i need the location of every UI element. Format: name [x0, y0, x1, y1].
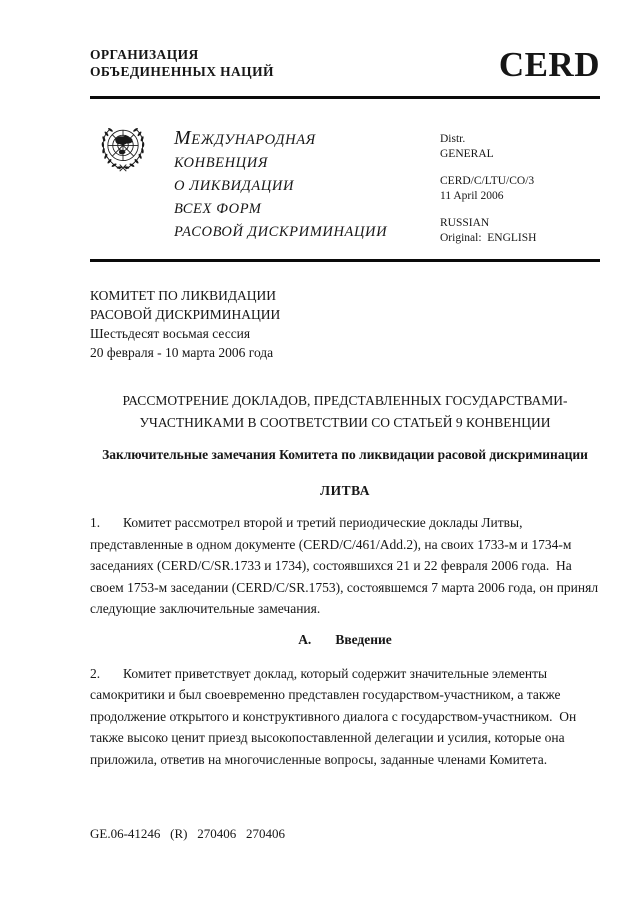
paragraph-1: [90, 512, 600, 620]
divider-bottom: [90, 259, 600, 262]
session-dates: 20 февраля - 10 марта 2006 года: [90, 345, 274, 360]
document-subtitle: Заключительные замечания Комитета по ликвидации расовой дискриминации: [102, 447, 588, 462]
spacer: [440, 161, 600, 174]
convention-line: О ЛИКВИДАЦИИ: [174, 178, 295, 194]
convention-line1-rest: ЕЖДУНАРОДНАЯ: [191, 132, 316, 148]
convention-line: КОНВЕНЦИЯ: [174, 155, 268, 171]
divider-top: [90, 96, 600, 99]
distr-label: Distr.: [440, 133, 466, 145]
convention-title: [174, 127, 387, 245]
paragraph-number: 2.: [90, 665, 101, 681]
document-title-line2: УЧАСТНИКАМИ В СООТВЕТСТВИИ СО СТАТЬЕЙ 9 КОНВЕНЦИИ: [139, 415, 551, 430]
country-name: ЛИТВА: [320, 483, 370, 498]
doc-language: RUSSIAN: [440, 217, 490, 229]
un-emblem-icon: [90, 116, 156, 188]
doc-symbol: CERD/C/LTU/CO/3: [440, 175, 535, 187]
convention-line: РАСОВОЙ ДИСКРИМИНАЦИИ: [174, 224, 388, 240]
committee-block: [90, 286, 600, 362]
session-number: Шестьдесят восьмая сессия: [90, 326, 251, 341]
distr-type: GENERAL: [440, 147, 494, 160]
footer-reference: GE.06-41246 (R) 270406 270406: [90, 826, 285, 841]
paragraph-2: [90, 663, 600, 771]
committee-name-line1: КОМИТЕТ ПО ЛИКВИДАЦИИ: [90, 288, 277, 303]
org-name-line1: ОРГАНИЗАЦИЯ: [90, 47, 199, 62]
document-header: [90, 45, 600, 84]
convention-line: [174, 127, 387, 152]
doc-symbol-large: CERD: [498, 45, 600, 84]
paragraph-number: 1.: [90, 515, 101, 530]
section-letter: А.: [298, 631, 312, 647]
paragraph-text: Комитет рассмотрел второй и третий периодические доклады Литвы, представленные в одном документе (CERD/C/461/Add.2), на своих 1733-м и 1734-м заседаниях (CERD/C/SR.1733 и 1734), состоявшихся 21 и 22 февраля 2006 года. На своем 1753-м заседании (CERD/C/SR.1753), состоявшемся 7 марта 2006 года, он принял следующие заключительные замечания.: [90, 515, 602, 616]
distribution-block: [440, 132, 600, 245]
masthead: [90, 115, 600, 245]
document-title: [90, 390, 600, 434]
doc-date: 11 April 2006: [440, 189, 504, 202]
spacer: [440, 203, 600, 216]
convention-line: ВСЕХ ФОРМ: [174, 201, 262, 217]
document-title-line1: РАССМОТРЕНИЕ ДОКЛАДОВ, ПРЕДСТАВЛЕННЫХ ГОСУДАРСТВАМИ-: [122, 393, 568, 408]
convention-initial: М: [174, 127, 192, 149]
doc-original-language: Original: ENGLISH: [440, 231, 537, 244]
paragraph-text: Комитет приветствует доклад, который содержит значительные элементы самокритики и был своевременно представлен государством-участником, а также продолжение открытого и конструктивного диалога с государством-участником. Он также высоко ценит приезд высокопоставленной делегации и усилия, которые она приложила, ответив на многочисленные вопросы, заданные членами Комитета.: [90, 665, 580, 767]
org-name-line2: ОБЪЕДИНЕННЫХ НАЦИЙ: [90, 64, 274, 79]
org-name: [90, 46, 274, 80]
section-label: Введение: [335, 631, 392, 647]
section-heading-introduction: [90, 629, 600, 651]
committee-name-line2: РАСОВОЙ ДИСКРИМИНАЦИИ: [90, 307, 281, 322]
